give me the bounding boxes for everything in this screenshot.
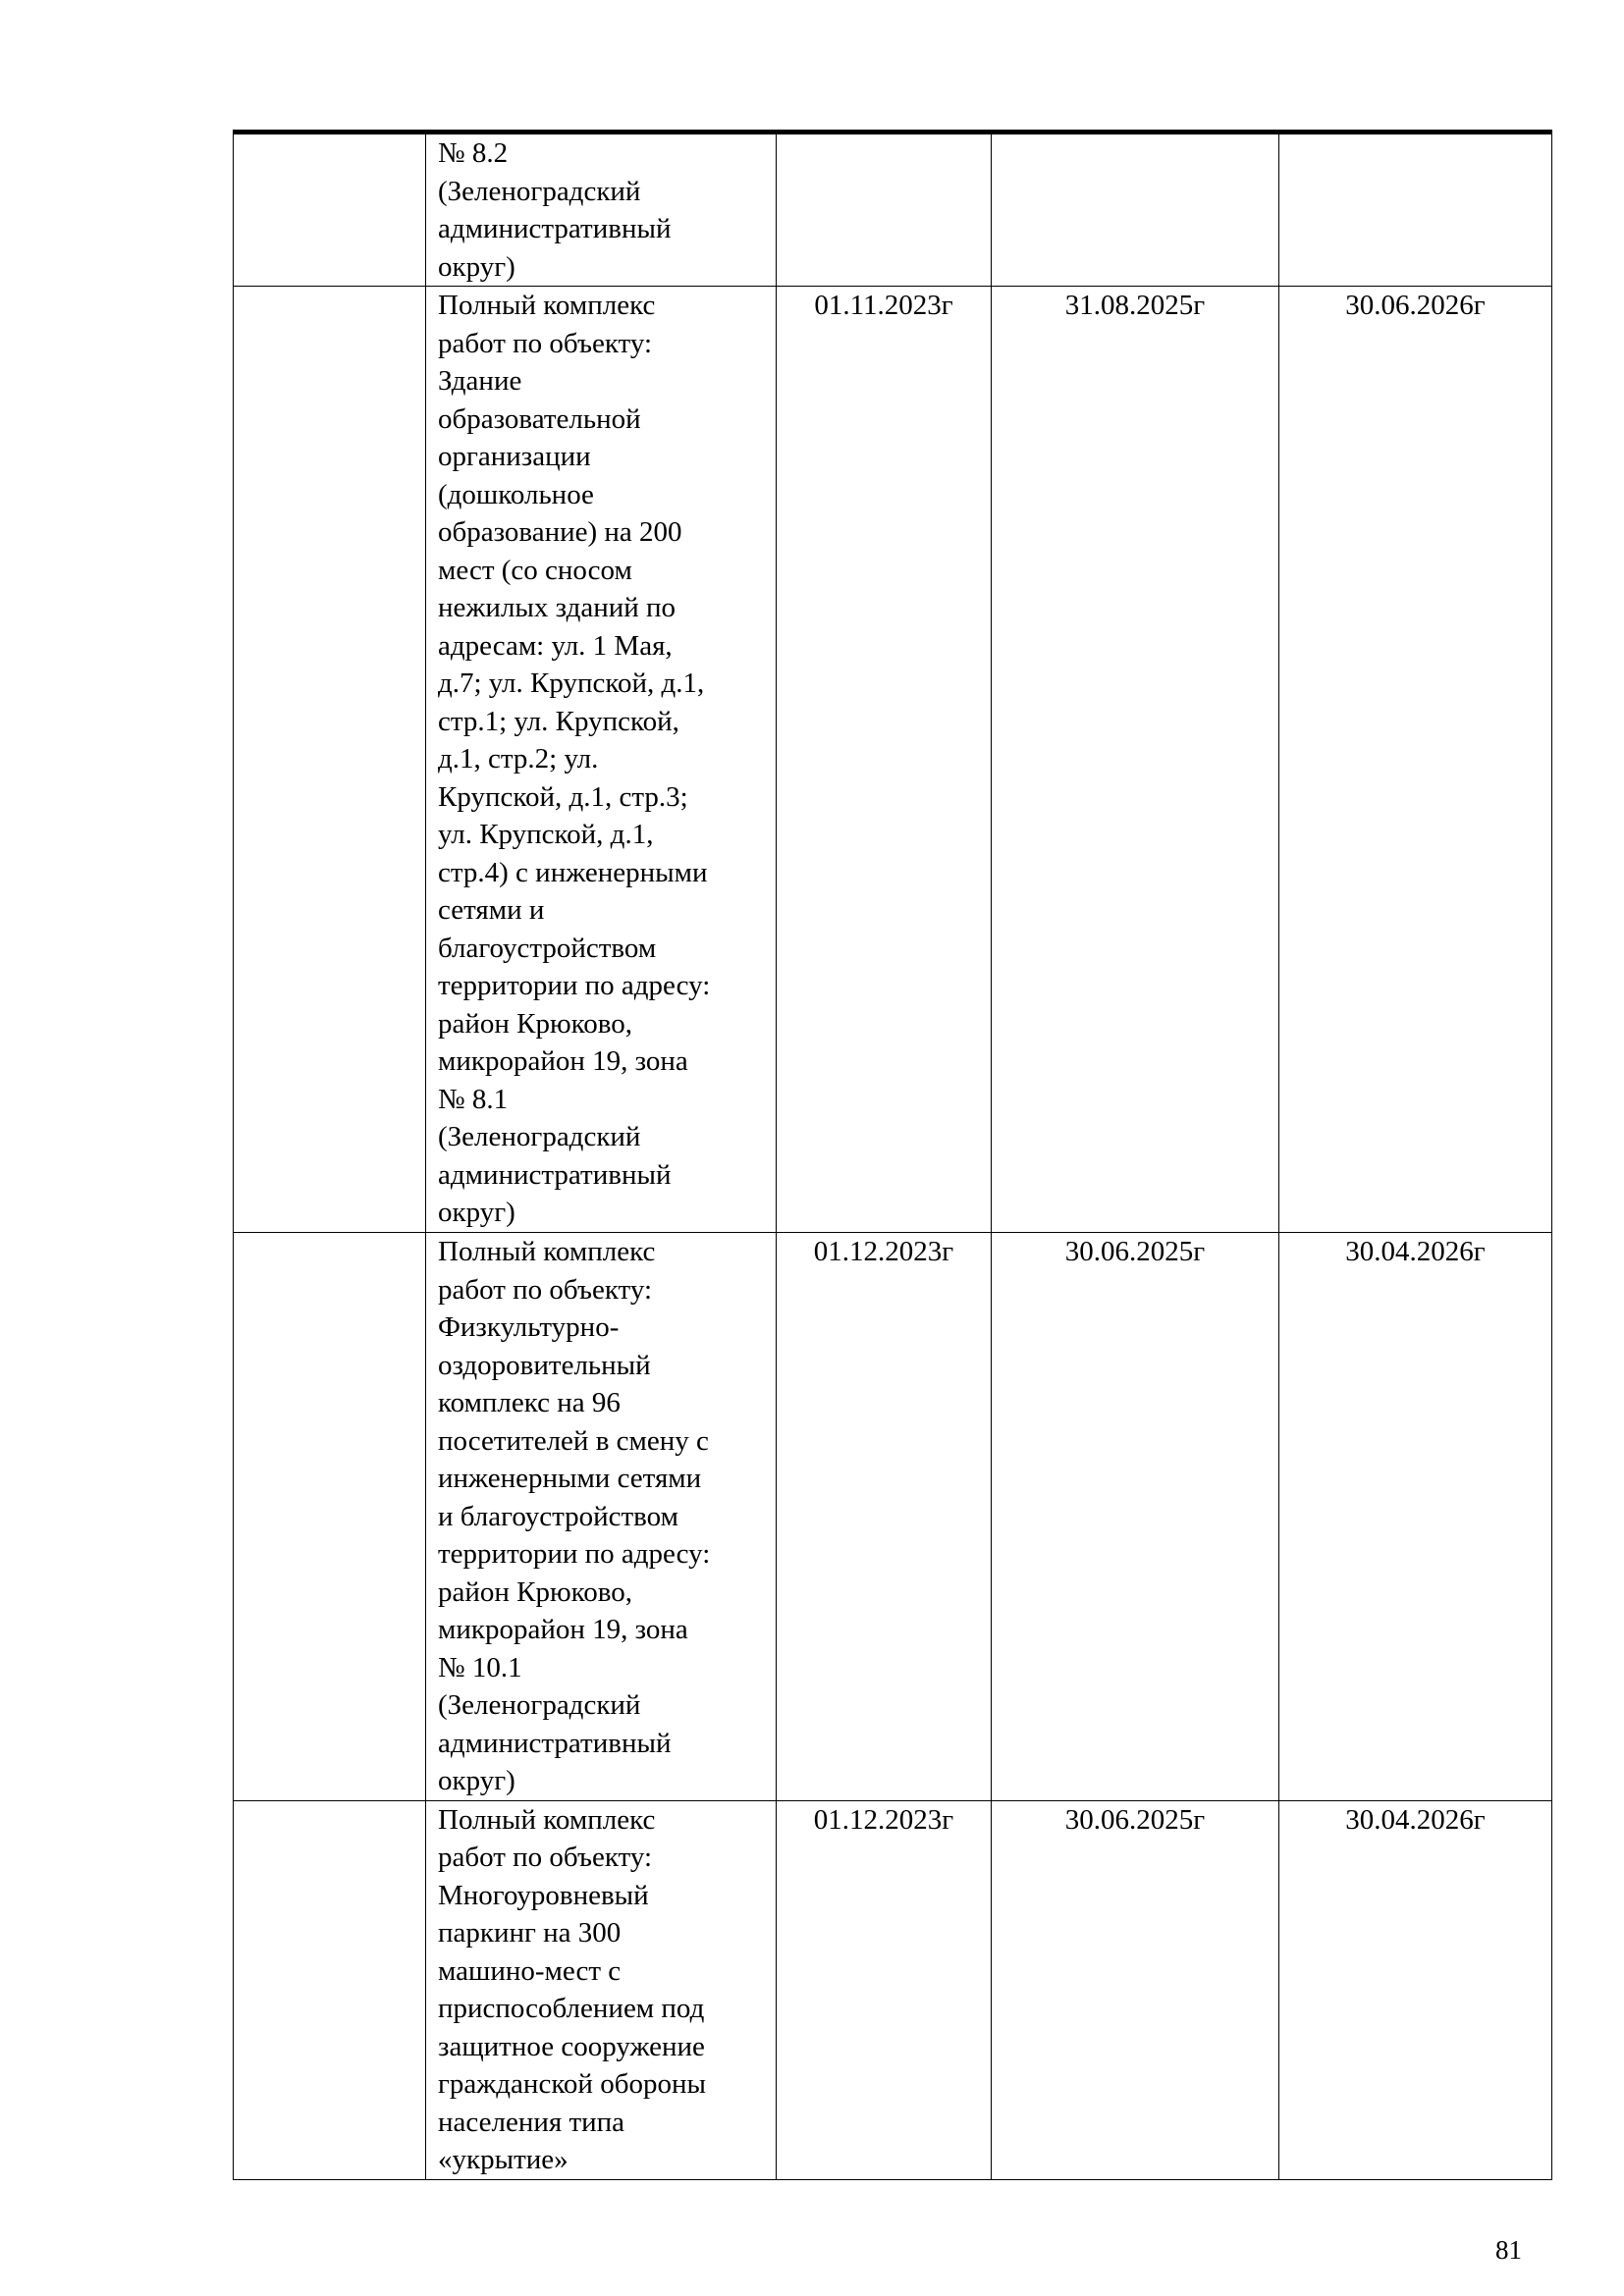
date-3-cell <box>1279 133 1552 287</box>
description-line: оздоровительный <box>438 1349 651 1381</box>
description-line: № 10.1 <box>438 1651 522 1683</box>
description-line: благоустройством <box>438 932 657 964</box>
description-line: образовательной <box>438 402 641 435</box>
row-number-cell <box>234 133 426 287</box>
description-line: микрорайон 19, зона <box>438 1614 688 1645</box>
description-line: д.1, стр.2; ул. <box>438 743 599 774</box>
description-line: район Крюково, <box>438 1575 633 1608</box>
object-description-cell <box>426 1800 777 2179</box>
description-line: населения типа <box>438 2106 625 2138</box>
page-number: 81 <box>1495 2235 1522 2265</box>
description-line: административный <box>438 1158 672 1191</box>
description-line: район Крюково, <box>438 1007 633 1040</box>
date-2-cell: 30.06.2025г <box>992 1800 1279 2179</box>
description-line: Здание <box>438 365 522 397</box>
description-line: административный <box>438 1727 672 1759</box>
description-line: комплекс на 96 <box>438 1387 621 1418</box>
description-line: образование) на 200 <box>438 516 682 548</box>
description-line: ул. Крупской, д.1, <box>438 819 654 850</box>
table-row <box>234 1800 1552 2179</box>
schedule-table-body <box>234 133 1552 2180</box>
description-line: Полный комплекс <box>438 1236 656 1267</box>
description-line: территории по адресу: <box>438 970 711 1001</box>
description-line: приспособлением под <box>438 1993 705 2024</box>
date-2-cell: 30.06.2025г <box>992 1233 1279 1801</box>
description-line: (Зеленоградский <box>438 175 641 207</box>
description-line: Крупской, д.1, стр.3; <box>438 780 688 813</box>
description-line: округ) <box>438 250 515 283</box>
description-line: Физкультурно- <box>438 1311 620 1343</box>
start-date-cell: 01.12.2023г <box>777 1800 992 2179</box>
start-date-cell: 01.12.2023г <box>777 1233 992 1801</box>
description-line: стр.1; ул. Крупской, <box>438 705 679 737</box>
date-3-cell: 30.06.2026г <box>1279 287 1552 1233</box>
description-line: инженерными сетями <box>438 1463 702 1494</box>
description-line: мест (со сносом <box>438 554 632 586</box>
date-3-cell: 30.04.2026г <box>1279 1800 1552 2179</box>
description-line: работ по объекту: <box>438 327 653 359</box>
start-date-cell <box>777 133 992 287</box>
description-line: сетями и <box>438 894 545 926</box>
table-row <box>234 1233 1552 1801</box>
description-line: округ) <box>438 1765 515 1796</box>
row-number-cell <box>234 1233 426 1801</box>
description-line: административный <box>438 213 672 244</box>
date-2-cell <box>992 133 1279 287</box>
description-line: округ) <box>438 1197 515 1228</box>
object-description-cell <box>426 287 777 1233</box>
description-line: микрорайон 19, зона <box>438 1045 688 1077</box>
description-line: (Зеленоградский <box>438 1689 641 1721</box>
date-2-cell: 31.08.2025г <box>992 287 1279 1233</box>
description-line: машино-мест с <box>438 1954 622 1987</box>
description-line: работ по объекту: <box>438 1842 653 1873</box>
table-row <box>234 133 1552 287</box>
start-date-cell: 01.11.2023г <box>777 287 992 1233</box>
description-line: № 8.2 <box>438 137 509 169</box>
description-line: № 8.1 <box>438 1083 509 1115</box>
description-line: (Зеленоградский <box>438 1121 641 1152</box>
table-row <box>234 287 1552 1233</box>
description-line: защитное сооружение <box>438 2030 705 2062</box>
description-line: «укрытие» <box>438 2144 568 2175</box>
description-line: работ по объекту: <box>438 1273 653 1306</box>
schedule-table <box>233 130 1552 2180</box>
description-line: территории по адресу: <box>438 1538 711 1570</box>
description-line: и благоустройством <box>438 1500 678 1532</box>
description-line: Полный комплекс <box>438 1803 656 1836</box>
object-description-cell <box>426 133 777 287</box>
row-number-cell <box>234 287 426 1233</box>
description-line: нежилых зданий по <box>438 592 677 623</box>
description-line: паркинг на 300 <box>438 1917 622 1949</box>
description-line: (дошкольное <box>438 478 594 510</box>
description-line: посетителей в смену с <box>438 1424 709 1457</box>
date-3-cell: 30.04.2026г <box>1279 1233 1552 1801</box>
description-line: адресам: ул. 1 Мая, <box>438 629 673 662</box>
object-description-cell <box>426 1233 777 1801</box>
description-line: организации <box>438 441 591 472</box>
description-line: Полный комплекс <box>438 290 656 321</box>
description-line: д.7; ул. Крупской, д.1, <box>438 667 705 699</box>
description-line: гражданской обороны <box>438 2068 706 2100</box>
description-line: Многоуровневый <box>438 1879 649 1911</box>
row-number-cell <box>234 1800 426 2179</box>
description-line: стр.4) с инженерными <box>438 856 708 888</box>
